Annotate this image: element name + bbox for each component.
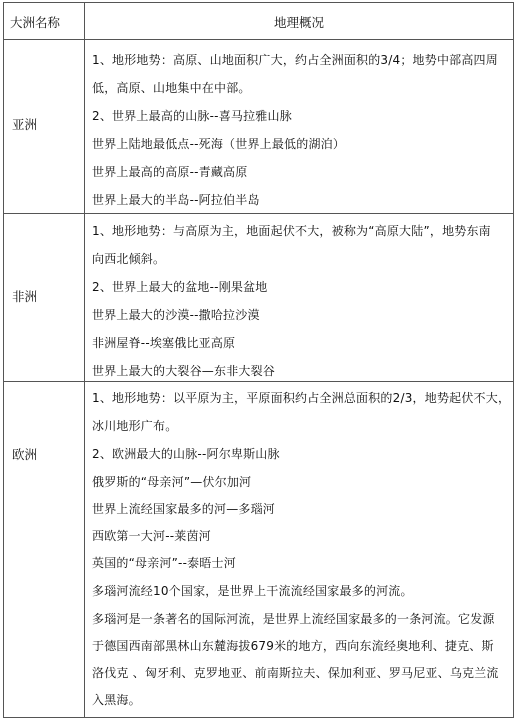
europe-line: 西欧第一大河--莱茵河	[92, 529, 211, 543]
header-continent-name: 大洲名称	[10, 15, 61, 30]
continent-name-europe: 欧洲	[12, 447, 38, 462]
header-row	[4, 3, 513, 40]
geography-table	[3, 2, 514, 718]
africa-line: 世界上最大的大裂谷—东非大裂谷	[92, 364, 276, 378]
header-geography-overview: 地理概况	[273, 15, 324, 30]
europe-line: 俄罗斯的“母亲河”—伏尔加河	[92, 475, 252, 489]
europe-line: 洛伐克 、匈牙利、克罗地亚、前南斯拉夫、保加利亚、罗马尼亚、乌克兰流	[92, 666, 499, 680]
europe-line: 多瑙河是一条著名的国际河流，是世界上流经国家最多的一条河流。它发源	[92, 612, 495, 626]
asia-line: 1、地形地势：高原、山地面积广大，约占全洲面积的3/4；地势中部高四周	[92, 53, 498, 67]
row-asia	[4, 40, 513, 214]
asia-line: 世界上最高的高原--青藏高原	[92, 165, 248, 179]
europe-line: 多瑙河流经10个国家，是世界上干流流经国家最多的河流。	[92, 584, 413, 598]
asia-line: 低，高原、山地集中在中部。	[92, 81, 251, 95]
europe-line: 入黑海。	[92, 693, 141, 707]
row-africa	[4, 214, 513, 382]
europe-line: 2、欧洲最大的山脉--阿尔卑斯山脉	[92, 447, 280, 461]
asia-line: 2、世界上最高的山脉--喜马拉雅山脉	[92, 109, 292, 123]
asia-line: 世界上陆地最低点--死海（世界上最低的湖泊）	[92, 137, 346, 151]
africa-line: 世界上最大的沙漠--撒哈拉沙漠	[92, 308, 260, 322]
row-europe	[4, 382, 513, 717]
africa-line: 非洲屋脊--埃塞俄比亚高原	[92, 336, 236, 350]
continent-name-asia: 亚洲	[12, 117, 38, 132]
europe-line: 1、地形地势：以平原为主，平原面积约占全洲总面积的2/3，地势起伏不大，	[92, 391, 511, 405]
continent-name-africa: 非洲	[12, 289, 38, 304]
africa-line: 向西北倾斜。	[92, 252, 166, 266]
asia-line: 世界上最大的半岛--阿拉伯半岛	[92, 193, 260, 207]
africa-line: 2、世界上最大的盆地--刚果盆地	[92, 280, 268, 294]
africa-line: 1、地形地势：与高原为主，地面起伏不大，被称为“高原大陆”，地势东南	[92, 224, 491, 238]
europe-line: 于德国西南部黑林山东麓海拔679米的地方，西向东流经奥地利、捷克、斯	[92, 639, 494, 653]
europe-line: 世界上流经国家最多的河—多瑙河	[92, 502, 276, 516]
europe-line: 冰川地形广布。	[92, 419, 178, 433]
europe-line: 英国的“母亲河”--泰晤士河	[92, 556, 236, 570]
